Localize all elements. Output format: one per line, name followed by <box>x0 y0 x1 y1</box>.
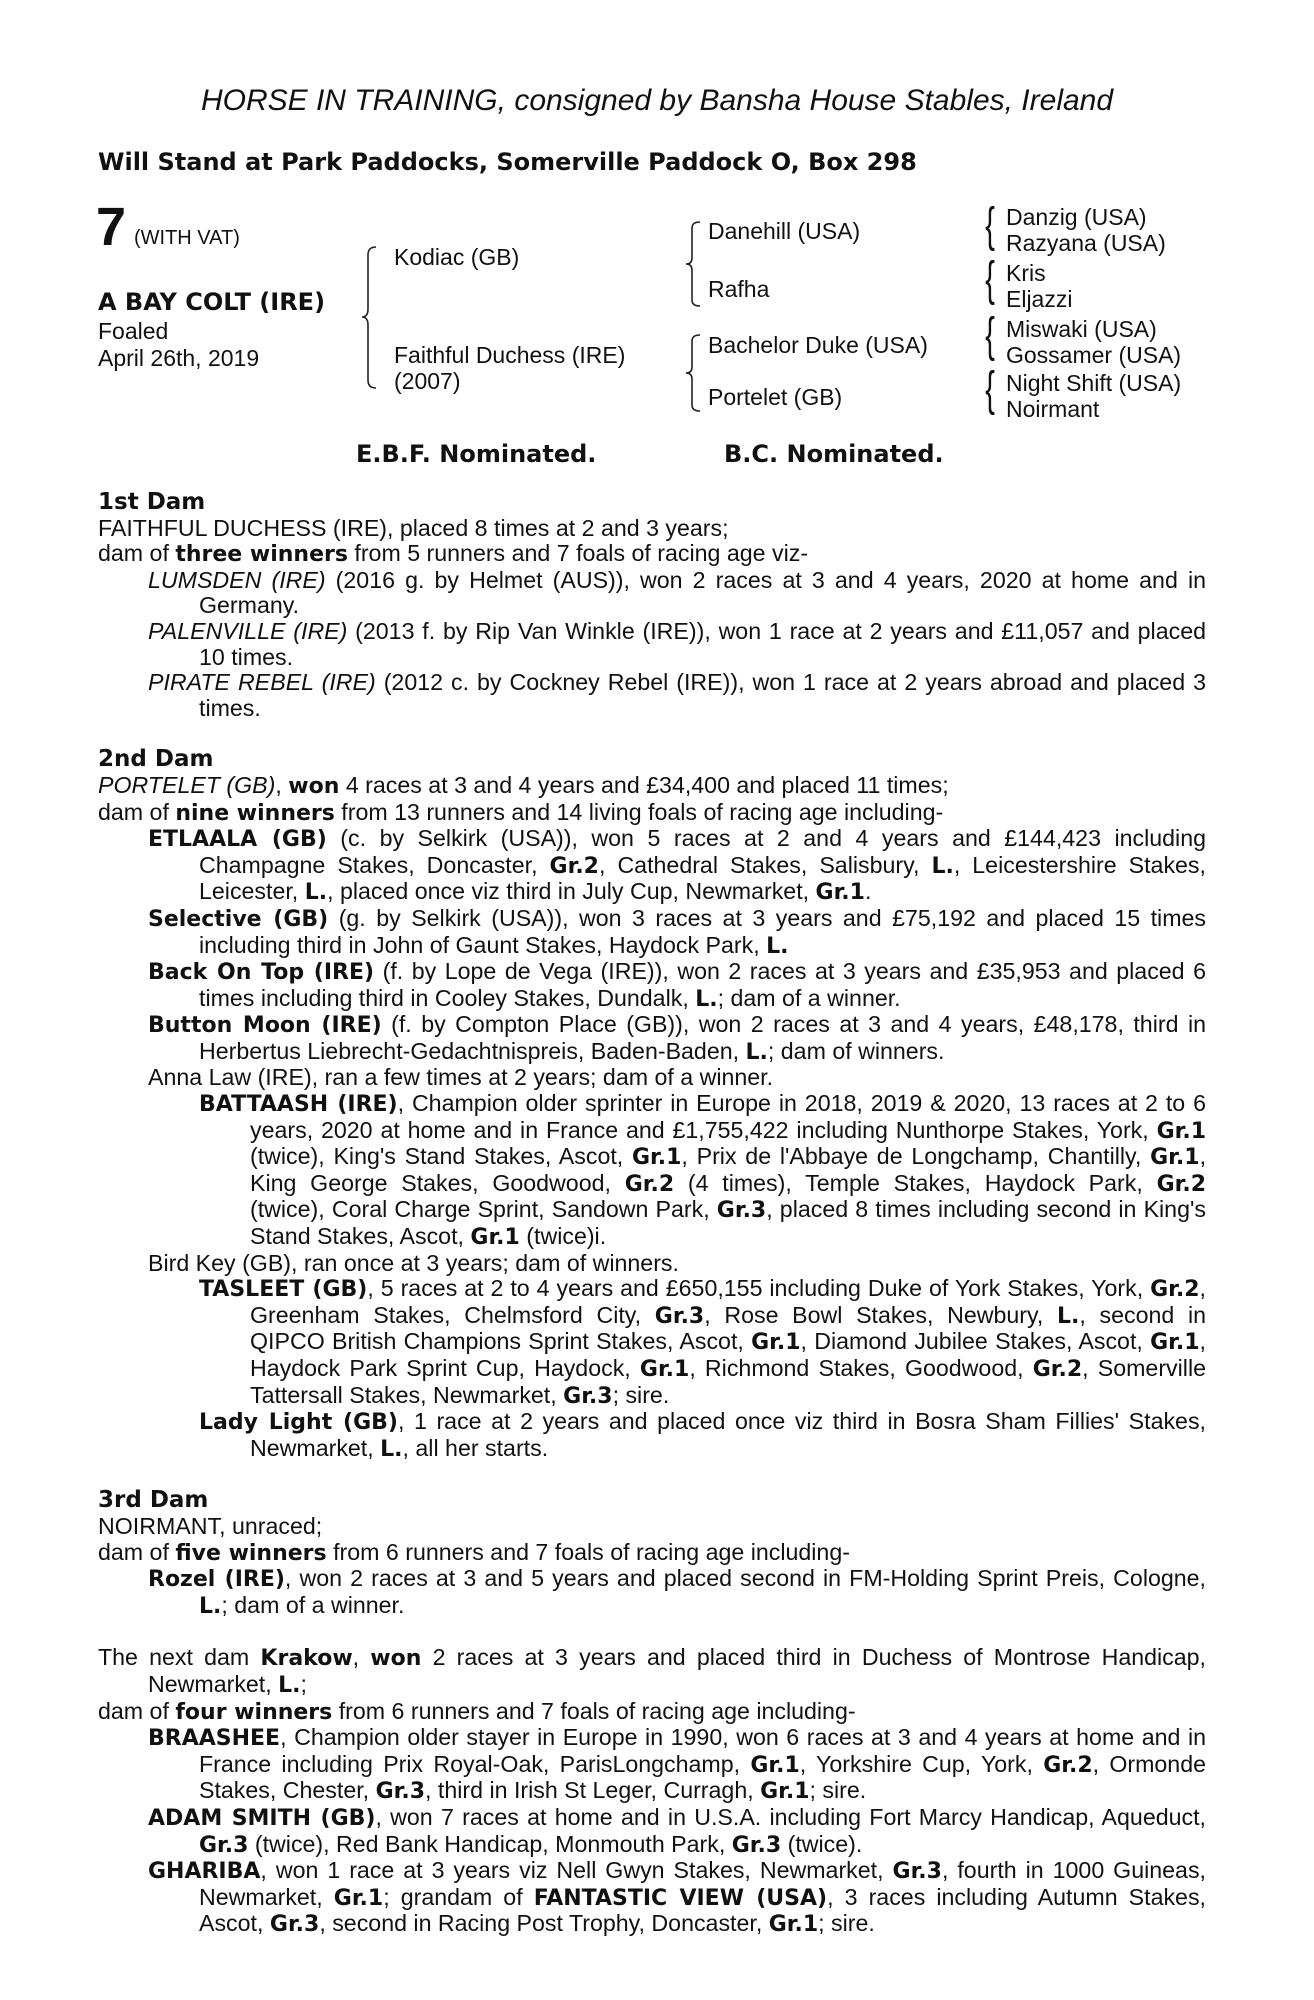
produce-entry: Back On Top (IRE) (f. by Lope de Vega (IRE)), won 2 races at 3 years and £35,953 and placed 6 times including third in Cooley Stakes, Dundalk, L.; dam of a winner. <box>148 958 1206 1012</box>
produce-entry: Lady Light (GB), 1 race at 2 years and placed once viz third in Bosra Sham Fillies' Stakes, Newmarket, L., all her starts. <box>199 1408 1206 1462</box>
second-dam-text: PORTELET (GB), won 4 races at 3 and 4 years and £34,400 and placed 11 times; <box>98 771 949 799</box>
lot-number: 7 <box>96 197 127 257</box>
produce-entry: Anna Law (IRE), ran a few times at 2 years; dam of a winner. <box>148 1064 774 1091</box>
produce-entry: BATTAASH (IRE), Champion older sprinter in Europe in 2018, 2019 & 2020, 13 races at 2 to 6 years, 2020 at home and in France and £1,755,422 including Nunthorpe Stakes, York, Gr.1 (twice), King's Stand Stakes, Ascot, Gr.1, Prix de l'Abbaye de Longchamp, Chantilly, Gr.1, King George Stakes, Goodwood, Gr.2 (4 times), Temple Stakes, Haydock Park, Gr.2 (twice), Coral Charge Sprint, Sandown Park, Gr.3, placed 8 times including second in King's Stand Stakes, Ascot, Gr.1 (twice)i. <box>199 1090 1207 1251</box>
produce-entry: LUMSDEN (IRE) (2016 g. by Helmet (AUS)), won 2 races at 3 and 4 years, 2020 at home and in Germany. <box>148 566 1206 619</box>
pedigree-sire-dam: Rafha <box>708 276 770 302</box>
foaled-date: April 26th, 2019 <box>98 345 260 371</box>
pedigree-dam-year: (2007) <box>394 368 461 394</box>
pedigree-dam <box>394 342 625 394</box>
page-header: HORSE IN TRAINING, consigned by Bansha House Stables, Ireland <box>200 84 1114 117</box>
pedigree-sss: Danzig (USA) <box>1006 204 1147 230</box>
next-dam-text: The next dam Krakow, won 2 races at 3 years and placed third in Duchess of Montrose Handicap, Newmarket, L.; <box>98 1644 1206 1698</box>
produce-entry: Rozel (IRE), won 2 races at 3 and 5 years and placed second in FM-Holding Sprint Preis, Cologne, L.; dam of a winner. <box>148 1565 1206 1619</box>
bc-nomination: B.C. Nominated. <box>724 440 944 468</box>
first-dam-produce: dam of three winners from 5 runners and 7 foals of racing age viz- <box>98 540 809 568</box>
pedigree-brace-1 <box>364 245 384 390</box>
pedigree-dss: Miswaki (USA) <box>1006 316 1157 342</box>
produce-entry: PALENVILLE (IRE) (2013 f. by Rip Van Winkle (IRE)), won 1 race at 2 years and £11,057 and placed 10 times. <box>148 617 1206 670</box>
produce-entry: GHARIBA, won 1 race at 3 years viz Nell Gwyn Stakes, Newmarket, Gr.3, fourth in 1000 Guineas, Newmarket, Gr.1; grandam of FANTASTIC VIEW (USA), 3 races including Autumn Stakes, Ascot, Gr.3, second in Racing Post Trophy, Doncaster, Gr.1; sire. <box>148 1857 1206 1938</box>
pedigree-dam-dam: Portelet (GB) <box>708 384 843 410</box>
foaled-label: Foaled <box>98 318 169 344</box>
pedigree-brace-2 <box>688 220 708 310</box>
pedigree-brace-3 <box>688 333 708 413</box>
produce-entry: PIRATE REBEL (IRE) (2012 c. by Cockney Rebel (IRE)), won 1 race at 2 years abroad and placed 3 times. <box>148 669 1206 721</box>
brace-5: { <box>985 253 995 306</box>
produce-entry: BRAASHEE, Champion older stayer in Europe in 1990, won 6 races at 3 and 4 years at home and in France including Prix Royal-Oak, ParisLongchamp, Gr.1, Yorkshire Cup, York, Gr.2, Ormonde Stakes, Chester, Gr.3, third in Irish St Leger, Curragh, Gr.1; sire. <box>148 1724 1206 1805</box>
second-dam-heading: 2nd Dam <box>98 746 214 773</box>
brace-4: { <box>985 199 995 252</box>
produce-entry: TASLEET (GB), 5 races at 2 to 4 years and £650,155 including Duke of York Stakes, York, Gr.2, Greenham Stakes, Chelmsford City, Gr.3, Rose Bowl Stakes, Newbury, L., second in QIPCO British Champions Sprint Stakes, Ascot, Gr.1, Diamond Jubilee Stakes, Ascot, Gr.1, Haydock Park Sprint Cup, Haydock, Gr.1, Richmond Stakes, Goodwood, Gr.2, Somerville Tattersall Stakes, Newmarket, Gr.3; sire. <box>199 1275 1207 1409</box>
produce-entry: Selective (GB) (g. by Selkirk (USA)), won 3 races at 3 years and £75,192 and placed 15 times including third in John of Gaunt Stakes, Haydock Park, L. <box>148 904 1206 959</box>
pedigree-sire: Kodiac (GB) <box>394 244 520 270</box>
produce-entry: Button Moon (IRE) (f. by Compton Place (GB)), won 2 races at 3 and 4 years, £48,178, third in Herbertus Liebrecht-Gedachtnispreis, Baden-Baden, L.; dam of winners. <box>148 1011 1206 1065</box>
pedigree-dds: Night Shift (USA) <box>1006 370 1182 396</box>
pedigree-ssd: Razyana (USA) <box>1006 230 1166 256</box>
first-dam-heading: 1st Dam <box>98 489 206 515</box>
pedigree-dsd: Gossamer (USA) <box>1006 342 1182 368</box>
next-dam-produce: dam of four winners from 6 runners and 7 foals of racing age including- <box>98 1697 856 1725</box>
brace-7: { <box>985 363 995 416</box>
pedigree-dam-sire: Bachelor Duke (USA) <box>708 332 928 358</box>
catalogue-body <box>98 490 1206 1938</box>
pedigree-sire-sire: Danehill (USA) <box>708 218 861 244</box>
pedigree-sds: Kris <box>1006 260 1046 286</box>
produce-entry: ETLAALA (GB) (c. by Selkirk (USA)), won 5 races at 2 and 4 years and £144,423 including Champagne Stakes, Doncaster, Gr.2, Cathedral Stakes, Salisbury, L., Leicestershire Stakes, Leicester, L., placed once viz third in July Cup, Newmarket, Gr.1. <box>148 825 1206 906</box>
stand-location: Will Stand at Park Paddocks, Somerville Paddock O, Box 298 <box>98 148 917 176</box>
pedigree-sdd: Eljazzi <box>1006 286 1073 312</box>
pedigree-dam-name: Faithful Duchess (IRE) <box>394 342 626 368</box>
brace-6: { <box>985 309 995 362</box>
first-dam-text: FAITHFUL DUCHESS (IRE), placed 8 times at 2 and 3 years; <box>98 514 729 541</box>
second-dam-produce: dam of nine winners from 13 runners and 14 living foals of racing age including- <box>98 798 944 826</box>
lot-description: A BAY COLT (IRE) <box>98 288 326 316</box>
produce-entry: ADAM SMITH (GB), won 7 races at home and in U.S.A. including Fort Marcy Handicap, Aqueduct, Gr.3 (twice), Red Bank Handicap, Monmouth Park, Gr.3 (twice). <box>148 1803 1206 1858</box>
foaled-info <box>98 318 259 372</box>
ebf-nomination: E.B.F. Nominated. <box>356 440 597 468</box>
pedigree-ddd: Noirmant <box>1006 396 1100 422</box>
third-dam-produce: dam of five winners from 6 runners and 7 foals of racing age including- <box>98 1538 850 1566</box>
vat-note: (WITH VAT) <box>134 227 240 249</box>
third-dam-text: NOIRMANT, unraced; <box>98 1512 323 1539</box>
produce-entry: Bird Key (GB), ran once at 3 years; dam of winners. <box>148 1249 679 1276</box>
third-dam-heading: 3rd Dam <box>98 1487 209 1514</box>
